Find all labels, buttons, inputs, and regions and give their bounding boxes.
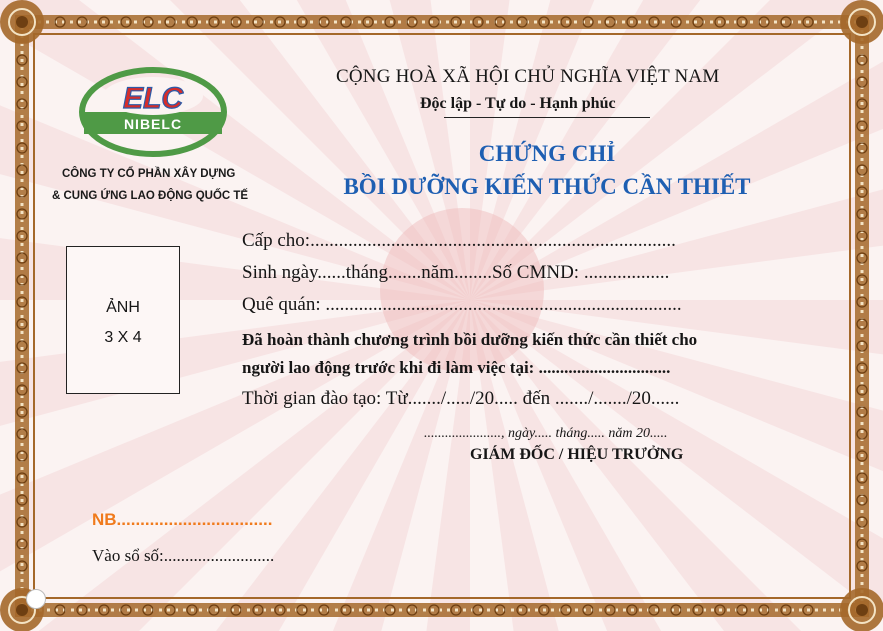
- elc-logo-icon: [78, 66, 228, 158]
- birth-id-field: Sinh ngày......tháng.......năm........Số CMND: ..................: [242, 262, 670, 283]
- place-date-line: ......................, ngày..... tháng..... năm 20.....: [424, 426, 668, 441]
- certificate-title: CHỨNG CHỈ: [478, 141, 616, 166]
- logo-name: NIBELC: [123, 116, 183, 132]
- punch-hole: [26, 589, 46, 609]
- certificate-subtitle: BỒI DƯỠNG KIẾN THỨC CẦN THIẾT: [343, 174, 751, 199]
- completion-statement: Đã hoàn thành chương trình bồi dưỡng kiến thức cần thiết cho: [242, 330, 698, 349]
- signer-title: GIÁM ĐỐC / HIỆU TRƯỞNG: [470, 446, 684, 463]
- motto-underline: [444, 117, 650, 118]
- issued-to-field: Cấp cho:.............................................................................: [242, 230, 676, 251]
- national-motto: Độc lập - Tự do - Hạnh phúc: [420, 95, 616, 112]
- company-name-line1: CÔNG TY CỔ PHẦN XÂY DỰNG: [62, 168, 236, 180]
- photo-box: [66, 246, 180, 394]
- hometown-field: Quê quán: ...........................................................................: [242, 294, 682, 315]
- photo-size: 3 X 4: [104, 329, 142, 346]
- national-title: CỘNG HOÀ XÃ HỘI CHỦ NGHĨA VIỆT NAM: [336, 66, 720, 87]
- nb-field: NB.................................: [92, 510, 273, 529]
- company-name-line2: & CUNG ỨNG LAO ĐỘNG QUỐC TẾ: [52, 190, 249, 202]
- logo-mark: ELC: [123, 82, 183, 115]
- photo-label: ẢNH: [106, 299, 140, 316]
- training-period-field: Thời gian đào tạo: Từ......./...../20..... đến ......./......./20......: [242, 388, 680, 409]
- register-number-field: Vào sổ số:..........................: [92, 546, 275, 565]
- workplace-field: người lao động trước khi đi làm việc tại: ...............................: [242, 358, 671, 377]
